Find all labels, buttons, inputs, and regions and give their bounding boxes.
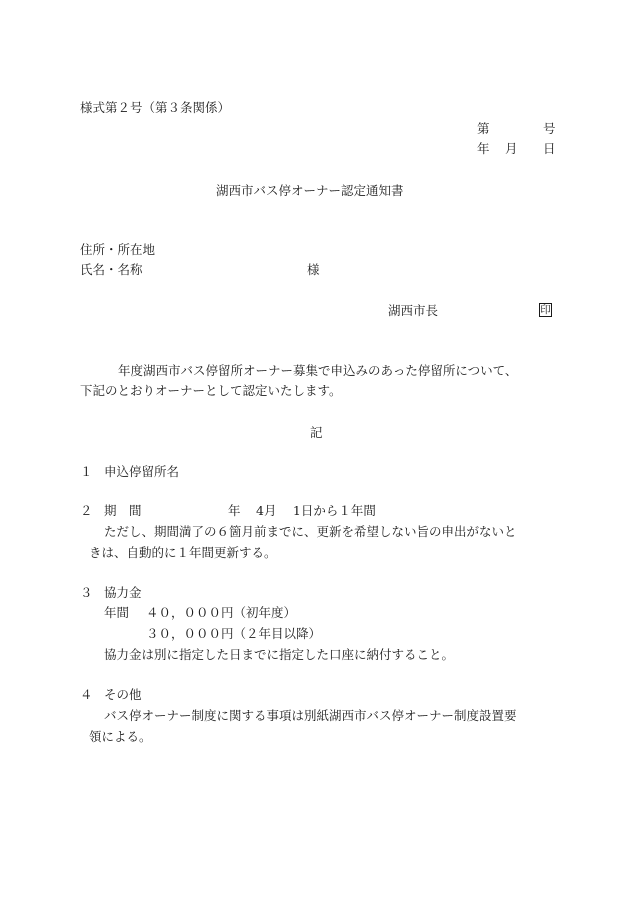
date-day: 日 (543, 141, 556, 156)
item-4-note-2: 領による。 (89, 729, 152, 744)
item-2-number: ２ (80, 503, 93, 518)
item-3-fee-2: ３０，０００円（２年目以降） (146, 626, 322, 641)
item-1-title: 申込停留所名 (104, 464, 180, 479)
address-label: 住所・所在地 (80, 242, 156, 257)
date-year: 年 (477, 141, 490, 156)
item-3-title: 協力金 (104, 585, 142, 600)
name-label: 氏名・名称 (80, 262, 143, 277)
item-4-note-1: バス停オーナー制度に関する事項は別紙湖西市バス停オーナー制度設置要 (104, 708, 517, 723)
seal-stamp: 印 (540, 304, 551, 316)
item-1-number: １ (80, 464, 93, 479)
item-2-year: 年 (228, 503, 241, 518)
item-3-note: 協力金は別に指定した日までに指定した口座に納付すること。 (104, 647, 455, 662)
issuer-name: 湖西市長 (388, 303, 439, 318)
body-line-1: 年度湖西市バス停留所オーナー募集で申込みのあった停留所について、 (118, 363, 518, 378)
item-2-title: 期 間 (104, 503, 142, 518)
honorific: 様 (307, 262, 320, 277)
date-month: 月 (505, 141, 518, 156)
document-title: 湖西市バス停オーナー認定通知書 (216, 183, 404, 198)
ki-heading: 記 (310, 425, 323, 440)
item-3-fee-1: ４０，０００円（初年度） (146, 605, 297, 620)
body-line-2: 下記のとおりオーナーとして認定いたします。 (80, 383, 342, 398)
item-3-number: ３ (80, 585, 93, 600)
item-4-title: その他 (104, 687, 142, 702)
item-3-annual-label: 年間 (104, 605, 130, 620)
doc-number-suffix: 号 (543, 121, 556, 136)
item-4-number: ４ (80, 687, 93, 702)
item-2-note-2: きは、自動的に１年間更新する。 (89, 545, 277, 560)
doc-number-prefix: 第 (477, 121, 490, 136)
item-2-note-1: ただし、期間満了の６箇月前までに、更新を希望しない旨の申出がないと (104, 524, 517, 539)
item-2-date: 4月 1日から１年間 (256, 503, 376, 518)
form-number: 様式第２号（第３条関係） (80, 100, 231, 115)
